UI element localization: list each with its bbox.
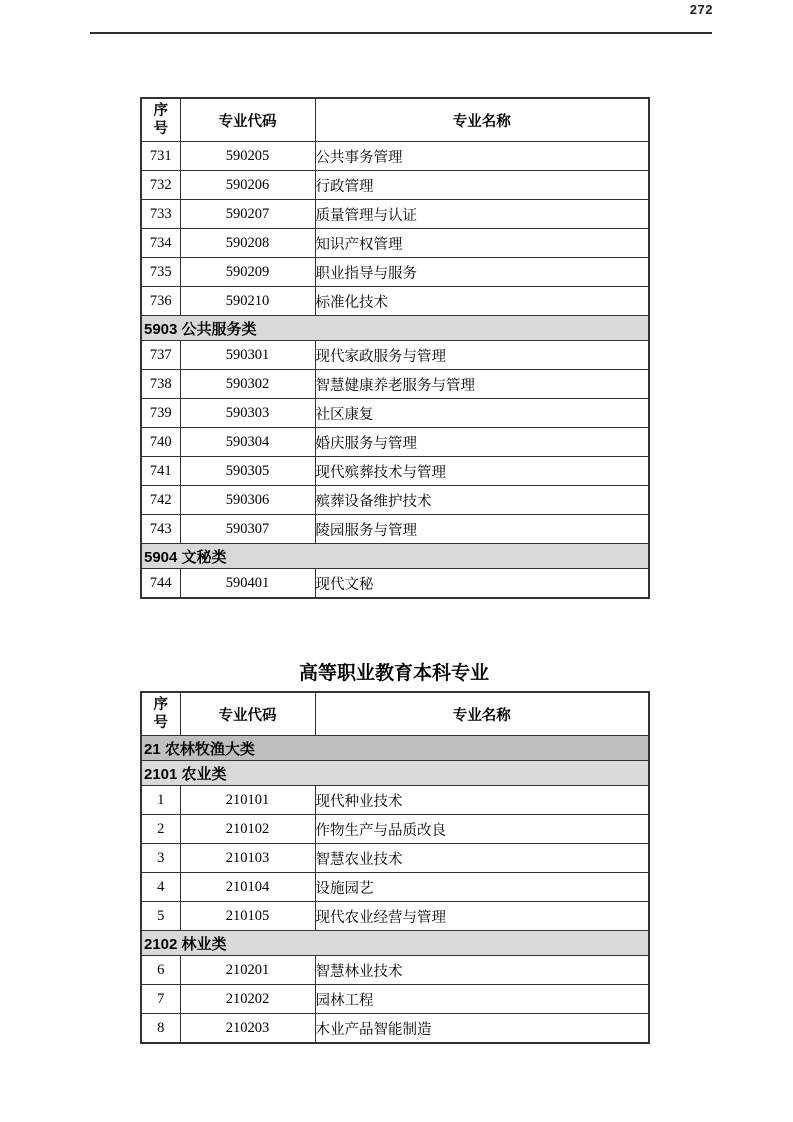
row-number: 733 <box>141 200 180 229</box>
major-name: 现代农业经营与管理 <box>315 902 649 931</box>
row-number: 734 <box>141 229 180 258</box>
major-name: 殡葬设备维护技术 <box>315 486 649 515</box>
table-row <box>141 171 649 200</box>
table-row <box>141 569 649 599</box>
major-code: 210202 <box>180 985 315 1014</box>
table-row <box>141 486 649 515</box>
major-name: 质量管理与认证 <box>315 200 649 229</box>
major-name: 公共事务管理 <box>315 142 649 171</box>
table-row <box>141 515 649 544</box>
header-code: 专业代码 <box>180 692 315 736</box>
row-number: 744 <box>141 569 180 599</box>
table-row <box>141 142 649 171</box>
major-code: 210203 <box>180 1014 315 1044</box>
major-code: 590210 <box>180 287 315 316</box>
header-row <box>141 692 649 736</box>
category-label: 5904 文秘类 <box>141 544 649 569</box>
major-code: 590208 <box>180 229 315 258</box>
major-code: 590401 <box>180 569 315 599</box>
row-number: 7 <box>141 985 180 1014</box>
row-number: 743 <box>141 515 180 544</box>
table-block-benke <box>140 691 648 1044</box>
major-code: 590306 <box>180 486 315 515</box>
table-body <box>141 142 649 599</box>
major-code: 210105 <box>180 902 315 931</box>
table-row <box>141 200 649 229</box>
major-code: 590209 <box>180 258 315 287</box>
major-code: 590302 <box>180 370 315 399</box>
row-number: 735 <box>141 258 180 287</box>
major-name: 现代殡葬技术与管理 <box>315 457 649 486</box>
major-name: 设施园艺 <box>315 873 649 902</box>
row-number: 2 <box>141 815 180 844</box>
major-code: 590305 <box>180 457 315 486</box>
major-code: 210102 <box>180 815 315 844</box>
row-number: 737 <box>141 341 180 370</box>
table-row <box>141 258 649 287</box>
row-number: 8 <box>141 1014 180 1044</box>
major-code: 590301 <box>180 341 315 370</box>
category-label: 5903 公共服务类 <box>141 316 649 341</box>
table-row <box>141 341 649 370</box>
major-name: 木业产品智能制造 <box>315 1014 649 1044</box>
table-row <box>141 956 649 985</box>
major-code: 590205 <box>180 142 315 171</box>
row-number: 739 <box>141 399 180 428</box>
major-name: 现代家政服务与管理 <box>315 341 649 370</box>
major-name: 作物生产与品质改良 <box>315 815 649 844</box>
header-rule <box>90 32 712 34</box>
header-code: 专业代码 <box>180 98 315 142</box>
table-row <box>141 902 649 931</box>
majors-table-benke <box>140 691 650 1044</box>
major-name: 园林工程 <box>315 985 649 1014</box>
table-block-zhuanke <box>140 97 648 599</box>
row-number: 4 <box>141 873 180 902</box>
category-label: 2101 农业类 <box>141 761 649 786</box>
major-name: 社区康复 <box>315 399 649 428</box>
major-code: 590206 <box>180 171 315 200</box>
major-name: 智慧林业技术 <box>315 956 649 985</box>
table-row <box>141 287 649 316</box>
major-code: 210103 <box>180 844 315 873</box>
page-number: 272 <box>689 2 713 17</box>
subcategory-row <box>141 544 649 569</box>
row-number: 731 <box>141 142 180 171</box>
table-row <box>141 1014 649 1044</box>
table-row <box>141 786 649 815</box>
row-number: 3 <box>141 844 180 873</box>
major-category-row <box>141 736 649 761</box>
major-code: 210201 <box>180 956 315 985</box>
table-row <box>141 873 649 902</box>
major-name: 行政管理 <box>315 171 649 200</box>
major-code: 590207 <box>180 200 315 229</box>
major-code: 590304 <box>180 428 315 457</box>
header-name: 专业名称 <box>315 692 649 736</box>
section-title-benke: 高等职业教育本科专业 <box>298 663 489 684</box>
header-no <box>141 692 180 736</box>
category-label: 2102 林业类 <box>141 931 649 956</box>
subcategory-row <box>141 316 649 341</box>
major-name: 婚庆服务与管理 <box>315 428 649 457</box>
table-row <box>141 229 649 258</box>
major-name: 智慧健康养老服务与管理 <box>315 370 649 399</box>
row-number: 742 <box>141 486 180 515</box>
table-row <box>141 428 649 457</box>
header-no-label: 序号 <box>153 696 168 731</box>
row-number: 5 <box>141 902 180 931</box>
row-number: 736 <box>141 287 180 316</box>
major-name: 知识产权管理 <box>315 229 649 258</box>
major-name: 现代种业技术 <box>315 786 649 815</box>
header-no <box>141 98 180 142</box>
row-number: 741 <box>141 457 180 486</box>
table-row <box>141 370 649 399</box>
header-row <box>141 98 649 142</box>
subcategory-row <box>141 931 649 956</box>
row-number: 6 <box>141 956 180 985</box>
subcategory-row <box>141 761 649 786</box>
table-row <box>141 844 649 873</box>
major-name: 标准化技术 <box>315 287 649 316</box>
row-number: 738 <box>141 370 180 399</box>
table-row <box>141 985 649 1014</box>
header-name: 专业名称 <box>315 98 649 142</box>
category-label: 21 农林牧渔大类 <box>141 736 649 761</box>
major-code: 210104 <box>180 873 315 902</box>
major-name: 职业指导与服务 <box>315 258 649 287</box>
table-body <box>141 736 649 1044</box>
table-row <box>141 457 649 486</box>
major-code: 590307 <box>180 515 315 544</box>
row-number: 1 <box>141 786 180 815</box>
major-name: 现代文秘 <box>315 569 649 599</box>
row-number: 732 <box>141 171 180 200</box>
major-name: 陵园服务与管理 <box>315 515 649 544</box>
table-row <box>141 399 649 428</box>
majors-table-zhuanke <box>140 97 650 599</box>
table-row <box>141 815 649 844</box>
major-name: 智慧农业技术 <box>315 844 649 873</box>
major-code: 210101 <box>180 786 315 815</box>
row-number: 740 <box>141 428 180 457</box>
header-no-label: 序号 <box>153 102 168 137</box>
major-code: 590303 <box>180 399 315 428</box>
